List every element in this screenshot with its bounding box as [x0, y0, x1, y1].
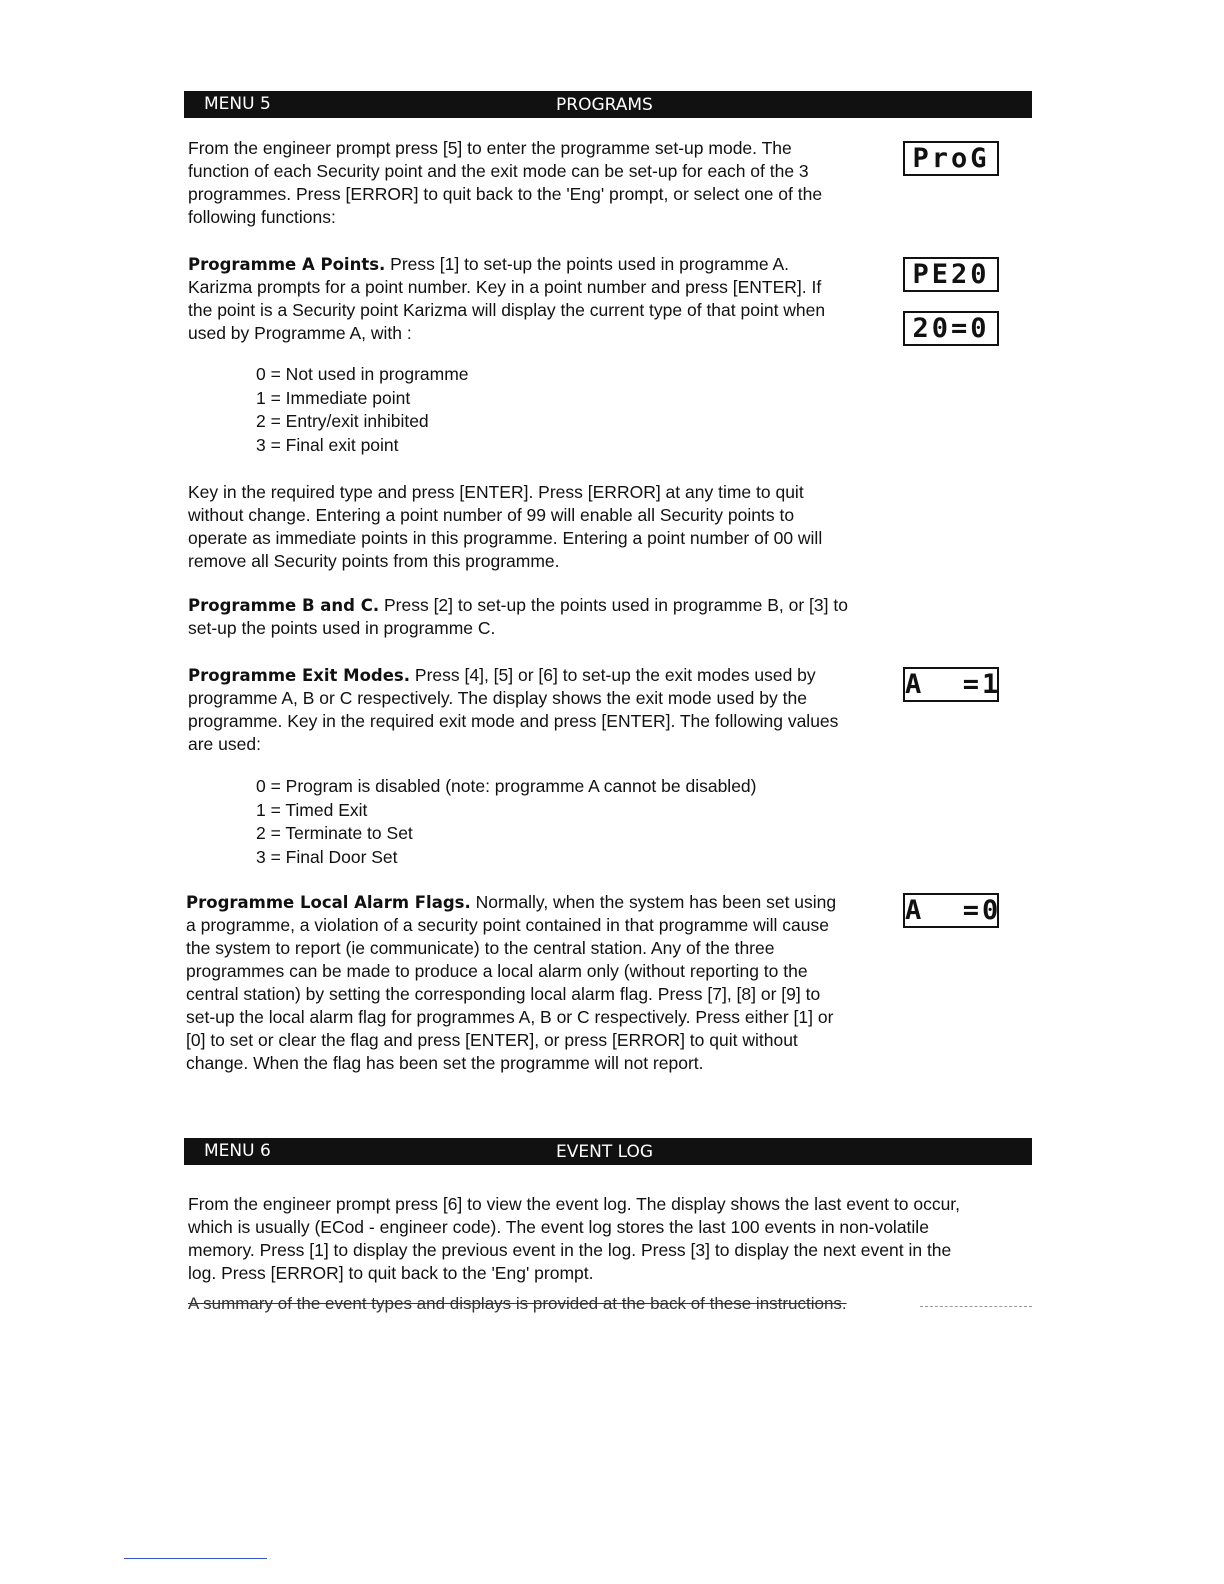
section-exit-modes-heading: Programme Exit Modes. [188, 666, 411, 685]
section-programme-bc-text: Press [2] to set-up the points used in programme B, or [3] to set-up the points used in programme C. [188, 595, 848, 638]
section-programme-a [188, 253, 848, 345]
exit-mode-item: 1 = Timed Exit [256, 799, 368, 820]
lcd-display-point-type: 20=0 [903, 311, 999, 346]
section-exit-modes-text: Press [4], [5] or [6] to set-up the exit modes used by programme A, B or C respectively. The display shows the exit mode used by the programme. Key in the required exit mode and press [ENTER]. The following values are used: [188, 665, 839, 754]
section-local-alarm-flags [186, 891, 846, 1075]
section-programme-a-text: Press [1] to set-up the points used in programme A. Karizma prompts for a point number. Key in a point number and press [ENTER]. If the point is a Security point Karizma will display the current type of that point when used by Programme A, with : [188, 254, 826, 343]
menu6-header-bar [184, 1138, 1032, 1165]
point-type-note: Key in the required type and press [ENTER]. Press [ERROR] at any time to quit without change. Entering a point number of 99 will enable all Security points to operate as immediate points in this programme. Entering a point number of 00 will remove all Security points from this programme. [188, 482, 823, 571]
dashed-line [920, 1306, 1032, 1307]
menu5-number: MENU 5 [204, 94, 271, 114]
menu6-title: EVENT LOG [556, 1142, 654, 1162]
section-programme-a-heading: Programme A Points. [188, 255, 386, 274]
lcd-display-prog: PrоG [903, 141, 999, 176]
point-type-item: 1 = Immediate point [256, 387, 411, 408]
struck-out-note: A summary of the event types and displays is provided at the back of these instructions. [188, 1294, 847, 1313]
exit-mode-item: 2 = Terminate to Set [256, 823, 413, 843]
section-programme-bc [188, 594, 858, 640]
lcd-display-exit-mode: A =1 [905, 669, 1002, 700]
section-local-alarm-heading: Programme Local Alarm Flags. [186, 893, 471, 912]
menu6-text: From the engineer prompt press [6] to view the event log. The display shows the last event to occur, which is usually (ECod - engineer code). The event log stores the last 100 events in non-volatile memory. Press [1] to display the previous event in the log. Press [3] to display the next event in the log. Press [ERROR] to quit back to the 'Eng' prompt. [188, 1194, 961, 1283]
exit-mode-item: 0 = Program is disabled (note: programme A cannot be disabled) [256, 776, 757, 796]
menu5-title: PROGRAMS [556, 95, 653, 115]
point-type-item: 0 = Not used in programme [256, 364, 469, 384]
lcd-display-point: PE20 [903, 257, 999, 292]
menu5-header-bar [184, 91, 1032, 118]
menu6-number: MENU 6 [204, 1141, 271, 1161]
exit-mode-list [256, 775, 757, 869]
footer-rule [124, 1558, 267, 1559]
section-local-alarm-text: Normally, when the system has been set using a programme, a violation of a security point contained in that programme will cause the system to report (ie communicate) to the central station. Any of the three programmes can be made to produce a local alarm only (without reporting to the central station) by setting the corresponding local alarm flag. Press [7], [8] or [9] to set-up the local alarm flag for programmes A, B or C respectively. Press either [1] or [0] to set or clear the flag and press [ENTER], or press [ERROR] to quit without change. When the flag has been set the programme will not report. [186, 892, 837, 1073]
exit-mode-item: 3 = Final Door Set [256, 846, 398, 867]
menu5-intro: From the engineer prompt press [5] to enter the programme set-up mode. The function of each Security point and the exit mode can be set-up for each of the 3 programmes. Press [ERROR] to quit back to the 'Eng' prompt, or select one of the following functions: [188, 138, 823, 227]
point-type-item: 3 = Final exit point [256, 434, 399, 455]
lcd-display-local-flag: A =0 [905, 895, 1002, 926]
point-type-item: 2 = Entry/exit inhibited [256, 411, 429, 431]
point-type-list [256, 363, 469, 457]
section-exit-modes [188, 664, 848, 756]
section-programme-bc-heading: Programme B and C. [188, 596, 380, 615]
